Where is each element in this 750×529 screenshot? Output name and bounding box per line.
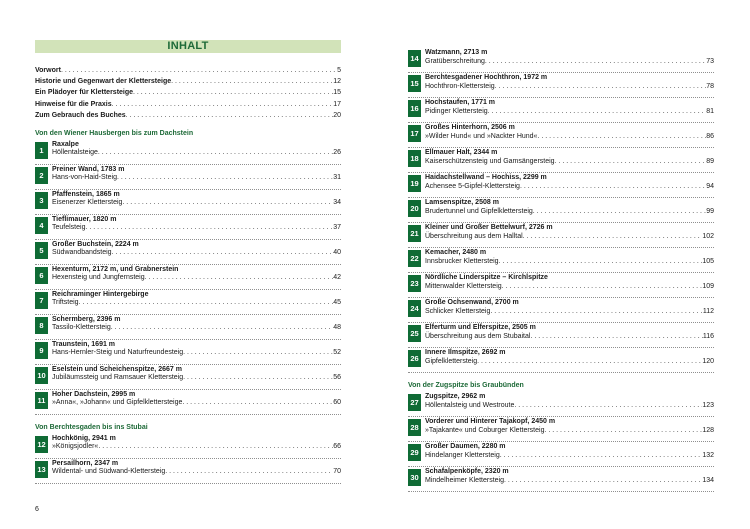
dot-leader: [495, 83, 707, 92]
tour-number-badge: 29: [408, 444, 421, 461]
tour-page: 89: [706, 157, 714, 165]
tour-number-badge: 19: [408, 175, 421, 192]
tour-entry[interactable]: [35, 365, 341, 390]
toc-intro-entry[interactable]: [35, 87, 341, 98]
tour-subline: [52, 224, 341, 233]
tour-list: [408, 48, 714, 373]
tour-entry[interactable]: [408, 273, 714, 298]
tour-number-badge: 20: [408, 200, 421, 217]
tour-title: Persailhorn, 2347 m: [52, 459, 119, 467]
tour-entry[interactable]: [35, 215, 341, 240]
tour-texts: [425, 417, 714, 442]
dot-leader: [499, 258, 703, 267]
tour-page: 81: [706, 107, 714, 115]
tour-subline: [425, 477, 714, 486]
toc-intro-entry[interactable]: [35, 99, 341, 110]
tour-page: 66: [333, 443, 341, 451]
tour-title: Kemacher, 2480 m: [425, 249, 487, 256]
tour-route: Pidinger Klettersteig: [425, 107, 488, 115]
tour-subline: [425, 308, 714, 317]
tour-number-badge: 2: [35, 167, 48, 184]
entry-divider: [408, 491, 714, 492]
tour-texts: [52, 165, 341, 190]
tour-subline: [425, 427, 714, 436]
tour-number-badge: 10: [35, 367, 48, 384]
tour-number-badge: 4: [35, 217, 48, 234]
tour-number-badge: 8: [35, 317, 48, 334]
tour-number-badge: 6: [35, 267, 48, 284]
dot-leader: [111, 324, 333, 333]
tour-number-badge: 16: [408, 100, 421, 117]
tour-subline: [425, 283, 714, 292]
dot-leader: [171, 76, 333, 87]
dot-leader: [117, 174, 333, 183]
dot-leader: [98, 149, 333, 158]
tour-entry[interactable]: [408, 148, 714, 173]
tour-texts: [425, 323, 714, 348]
tour-entry[interactable]: [35, 390, 341, 415]
dot-leader: [145, 274, 334, 283]
tour-page: 120: [702, 357, 714, 365]
tour-number-badge: 11: [35, 392, 48, 409]
tour-texts: [425, 442, 714, 467]
tour-entry[interactable]: [408, 467, 714, 492]
dot-leader: [112, 99, 334, 110]
tour-route: Schlicker Klettersteig: [425, 307, 491, 315]
tour-route: Hans-von-Haid-Steig: [52, 174, 117, 182]
dot-leader: [530, 333, 702, 342]
tour-subline: [52, 443, 341, 452]
tour-title: Innere Ilmspitze, 2692 m: [425, 349, 506, 356]
tour-title: Eselstein und Scheichenspitze, 2667 m: [52, 365, 182, 373]
contents-header: INHALT: [35, 40, 341, 53]
tour-page: 132: [702, 451, 714, 459]
dot-leader: [122, 199, 333, 208]
dot-leader: [490, 308, 702, 317]
tour-subline: [52, 174, 341, 183]
dot-leader: [514, 402, 702, 411]
tour-subline: [52, 299, 341, 308]
tour-title: Große Ochsenwand, 2700 m: [425, 299, 519, 306]
dot-leader: [555, 158, 707, 167]
dot-leader: [533, 208, 706, 217]
entry-label: Zum Gebrauch des Buches: [35, 111, 126, 119]
tour-entry[interactable]: [408, 173, 714, 198]
tour-title: Traunstein, 1691 m: [52, 340, 116, 348]
tour-subline: [52, 324, 341, 333]
tour-page: 42: [333, 274, 341, 282]
entry-divider: [35, 483, 341, 484]
tour-number-badge: 23: [408, 275, 421, 292]
dot-leader: [183, 374, 333, 383]
tour-entry[interactable]: [408, 123, 714, 148]
tour-route: Eisenerzer Klettersteig: [52, 199, 123, 207]
tour-title: Watzmann, 2713 m: [425, 49, 488, 56]
dot-leader: [488, 108, 707, 117]
tour-route: Kaiserschützensteig und Gamsängersteig: [425, 157, 555, 165]
tour-subline: [425, 58, 714, 67]
tour-title: Zugspitze, 2962 m: [425, 393, 486, 400]
dot-leader: [485, 58, 706, 67]
tour-title: Vorderer und Hinterer Tajakopf, 2450 m: [425, 418, 556, 425]
tour-title: Hochstaufen, 1771 m: [425, 99, 496, 106]
tour-route: Hindelanger Klettersteig: [425, 451, 500, 459]
tour-list: [35, 140, 341, 415]
tour-subline: [52, 199, 341, 208]
tour-page: 70: [333, 468, 341, 476]
tour-entry[interactable]: [408, 73, 714, 98]
tour-route: Triftsteig: [52, 299, 79, 307]
tour-entry[interactable]: [408, 348, 714, 373]
tour-number-badge: 26: [408, 350, 421, 367]
tour-route: Mindelheimer Klettersteig: [425, 476, 504, 484]
tour-route: Höllentalsteige: [52, 149, 98, 157]
tour-title: Lamsenspitze, 2508 m: [425, 199, 499, 206]
tour-subline: [425, 233, 714, 242]
entry-label: Ein Plädoyer für Klettersteige: [35, 89, 134, 97]
toc-intro-entry[interactable]: [35, 110, 341, 121]
tour-page: 31: [333, 174, 341, 182]
dot-leader: [61, 65, 337, 76]
tour-route: Wildental- und Südwand-Klettersteig: [52, 468, 166, 476]
tour-route: Jubiläumssteig und Ramsauer Klettersteig: [52, 374, 184, 382]
toc-intro-entry[interactable]: [35, 76, 341, 87]
tour-entry[interactable]: [35, 240, 341, 265]
tour-texts: [52, 290, 341, 315]
tour-title: Schafalpenköpfe, 2320 m: [425, 468, 509, 475]
tour-route: Überschreitung aus dem Stubaital: [425, 332, 531, 340]
tour-entry[interactable]: [408, 198, 714, 223]
tour-subline: [52, 468, 341, 477]
tour-page: 40: [333, 249, 341, 257]
dot-leader: [85, 224, 333, 233]
tour-page: 134: [702, 476, 714, 484]
tour-number-badge: 12: [35, 436, 48, 453]
tour-subline: [425, 133, 714, 142]
tour-route: »Wilder Hund« und »Nackter Hund«: [425, 132, 538, 140]
section-heading: Von den Wiener Hausbergen bis zum Dachstein: [35, 129, 194, 137]
tour-texts: [425, 223, 714, 248]
tour-title: Elferturm und Elferspitze, 2505 m: [425, 324, 536, 331]
tour-entry[interactable]: [408, 48, 714, 73]
tour-route: Hans-Hernler-Steig und Naturfreundesteig: [52, 349, 184, 357]
tour-route: »Tajakante« und Coburger Klettersteig: [425, 426, 545, 434]
section-heading: Von Berchtesgaden bis ins Stubai: [35, 423, 148, 431]
tour-list: [35, 434, 341, 484]
right-column: [408, 48, 714, 492]
tour-subline: [425, 358, 714, 367]
tour-page: 26: [333, 149, 341, 157]
tour-number-badge: 25: [408, 325, 421, 342]
tour-entry[interactable]: [408, 248, 714, 273]
dot-leader: [537, 133, 706, 142]
tour-texts: [425, 123, 714, 148]
dot-leader: [133, 87, 333, 98]
tour-title: Großer Daumen, 2280 m: [425, 443, 506, 450]
tour-texts: [52, 365, 341, 390]
tour-title: Haidachstellwand – Hochiss, 2299 m: [425, 174, 547, 181]
tour-texts: [52, 190, 341, 215]
tour-route: Überschreitung aus dem Halltal: [425, 232, 523, 240]
tour-list: [408, 392, 714, 492]
entry-divider: [35, 414, 341, 415]
tour-entry[interactable]: [35, 265, 341, 290]
tour-route: Achensee 5-Gipfel-Klettersteig: [425, 182, 520, 190]
tour-title: Raxalpe: [52, 140, 79, 148]
tour-entry[interactable]: [35, 340, 341, 365]
tour-number-badge: 21: [408, 225, 421, 242]
entry-page: 20: [333, 111, 341, 119]
tour-texts: [52, 240, 341, 265]
dot-leader: [502, 283, 703, 292]
tour-texts: [425, 298, 714, 323]
dot-leader: [477, 358, 702, 367]
tour-route: Mittenwalder Klettersteig: [425, 282, 502, 290]
intro-list: [35, 65, 341, 121]
tour-entry[interactable]: [35, 315, 341, 340]
tour-texts: [52, 390, 341, 415]
tour-texts: [425, 273, 714, 298]
toc-intro-entry[interactable]: [35, 65, 341, 76]
tour-texts: [52, 315, 341, 340]
tour-subline: [425, 83, 714, 92]
tour-title: Pfaffenstein, 1865 m: [52, 190, 120, 198]
entry-divider: [408, 372, 714, 373]
dot-leader: [79, 299, 334, 308]
tour-page: 34: [333, 199, 341, 207]
dot-leader: [182, 399, 333, 408]
tour-route: Teufelsteig: [52, 224, 86, 232]
tour-texts: [425, 348, 714, 373]
tour-title: Großes Hinterhorn, 2506 m: [425, 124, 515, 131]
dot-leader: [504, 477, 702, 486]
tour-page: 102: [702, 232, 714, 240]
entry-page: 15: [333, 89, 341, 97]
tour-route: »Königsjodler«: [52, 443, 99, 451]
tour-page: 128: [702, 426, 714, 434]
tour-title: Ellmauer Halt, 2344 m: [425, 149, 498, 156]
tour-title: Berchtesgadener Hochthron, 1972 m: [425, 74, 548, 81]
tour-route: »Anna«, »Johann« und Gipfelklettersteige: [52, 399, 183, 407]
tour-number-badge: 24: [408, 300, 421, 317]
tour-title: Großer Buchstein, 2224 m: [52, 240, 139, 248]
tour-subline: [425, 108, 714, 117]
section-heading: Von der Zugspitze bis Graubünden: [408, 382, 524, 389]
tour-entry[interactable]: [408, 392, 714, 417]
tour-number-badge: 30: [408, 469, 421, 486]
tour-texts: [52, 215, 341, 240]
tour-page: 86: [706, 132, 714, 140]
dot-leader: [98, 443, 333, 452]
tour-page: 73: [706, 57, 714, 65]
tour-texts: [52, 459, 341, 484]
dot-leader: [126, 110, 334, 121]
entry-label: Hinweise für die Praxis: [35, 100, 112, 108]
entry-page: 5: [337, 67, 341, 74]
entry-page: 12: [333, 78, 341, 86]
tour-subline: [425, 333, 714, 342]
tour-route: Höllentalsteig und Westroute: [425, 401, 515, 409]
tour-route: Gratüberschreitung: [425, 57, 485, 65]
tour-number-badge: 13: [35, 461, 48, 478]
left-column: [35, 40, 341, 484]
tour-texts: [425, 467, 714, 492]
tour-number-badge: 7: [35, 292, 48, 309]
dot-leader: [500, 452, 703, 461]
tour-entry[interactable]: [35, 459, 341, 484]
entry-page: 17: [333, 100, 341, 108]
dot-leader: [112, 249, 334, 258]
tour-page: 112: [702, 307, 714, 315]
tour-texts: [425, 48, 714, 73]
tour-texts: [52, 434, 341, 459]
tour-route: Hochthron-Klettersteig: [425, 82, 495, 90]
tour-page: 52: [333, 349, 341, 357]
tour-page: 99: [706, 207, 714, 215]
tour-page: 60: [333, 399, 341, 407]
tour-page: 78: [706, 82, 714, 90]
tour-texts: [425, 148, 714, 173]
tour-title: Schermberg, 2396 m: [52, 315, 121, 323]
tour-entry[interactable]: [408, 417, 714, 442]
tour-number-badge: 3: [35, 192, 48, 209]
tour-page: 48: [333, 324, 341, 332]
tour-entry[interactable]: [408, 323, 714, 348]
tour-number-badge: 1: [35, 142, 48, 159]
dot-leader: [544, 427, 702, 436]
tour-entry[interactable]: [35, 434, 341, 459]
tour-entry[interactable]: [408, 223, 714, 248]
tour-title: Tieflimauer, 1820 m: [52, 215, 117, 223]
tour-texts: [425, 73, 714, 98]
tour-title: Kleiner und Großer Bettelwurf, 2726 m: [425, 224, 553, 231]
tour-entry[interactable]: [408, 442, 714, 467]
tour-page: 56: [333, 374, 341, 382]
tour-route: Hexensteig und Jungfernsteig: [52, 274, 145, 282]
tour-texts: [425, 248, 714, 273]
tour-texts: [425, 173, 714, 198]
entry-label: Vorwort: [35, 67, 61, 74]
tour-texts: [425, 392, 714, 417]
tour-number-badge: 14: [408, 50, 421, 67]
tour-route: Brudertunnel und Gipfelklettersteig: [425, 207, 533, 215]
tour-texts: [425, 98, 714, 123]
tour-number-badge: 5: [35, 242, 48, 259]
tour-subline: [52, 274, 341, 283]
tour-title: Nördliche Linderspitze – Kirchlspitze: [425, 274, 548, 281]
tour-number-badge: 22: [408, 250, 421, 267]
tour-number-badge: 18: [408, 150, 421, 167]
tour-page: 37: [333, 224, 341, 232]
tour-title: Preiner Wand, 1783 m: [52, 165, 125, 173]
tour-route: Tassilo-Klettersteig: [52, 324, 111, 332]
tour-subline: [425, 402, 714, 411]
tour-number-badge: 15: [408, 75, 421, 92]
tour-subline: [52, 349, 341, 358]
tour-entry[interactable]: [35, 165, 341, 190]
tour-entry[interactable]: [35, 190, 341, 215]
dot-leader: [523, 233, 703, 242]
tour-texts: [52, 265, 341, 290]
tour-page: 94: [706, 182, 714, 190]
tour-page: 109: [702, 282, 714, 290]
tour-title: Reichraminger Hintergebirge: [52, 290, 149, 298]
tour-page: 105: [702, 257, 714, 265]
tour-route: Gipfelklettersteig: [425, 357, 478, 365]
tour-subline: [425, 452, 714, 461]
tour-title: Hochkönig, 2941 m: [52, 434, 116, 442]
tour-subline: [52, 374, 341, 383]
tour-entry[interactable]: [408, 298, 714, 323]
tour-subline: [425, 208, 714, 217]
tour-page: 116: [702, 332, 714, 340]
tour-page: 123: [702, 401, 714, 409]
tour-page: 45: [333, 299, 341, 307]
tour-subline: [425, 183, 714, 192]
tour-subline: [425, 158, 714, 167]
tour-number-badge: 27: [408, 394, 421, 411]
tour-route: Südwandbandsteig: [52, 249, 112, 257]
dot-leader: [520, 183, 706, 192]
tour-texts: [52, 340, 341, 365]
entry-label: Historie und Gegenwart der Klettersteige: [35, 78, 172, 86]
tour-number-badge: 9: [35, 342, 48, 359]
tour-subline: [425, 258, 714, 267]
tour-subline: [52, 149, 341, 158]
tour-entry[interactable]: [408, 98, 714, 123]
tour-entry[interactable]: [35, 140, 341, 165]
dot-leader: [183, 349, 333, 358]
tour-number-badge: 17: [408, 125, 421, 142]
tour-route: Innsbrucker Klettersteig: [425, 257, 499, 265]
tour-texts: [52, 140, 341, 165]
tour-texts: [425, 198, 714, 223]
tour-subline: [52, 399, 341, 408]
tour-title: Hexenturm, 2172 m, und Grabnerstein: [52, 265, 179, 273]
tour-entry[interactable]: [35, 290, 341, 315]
dot-leader: [165, 468, 333, 477]
tour-number-badge: 28: [408, 419, 421, 436]
tour-title: Hoher Dachstein, 2995 m: [52, 390, 136, 398]
tour-subline: [52, 249, 341, 258]
page-number: 6: [35, 506, 39, 513]
